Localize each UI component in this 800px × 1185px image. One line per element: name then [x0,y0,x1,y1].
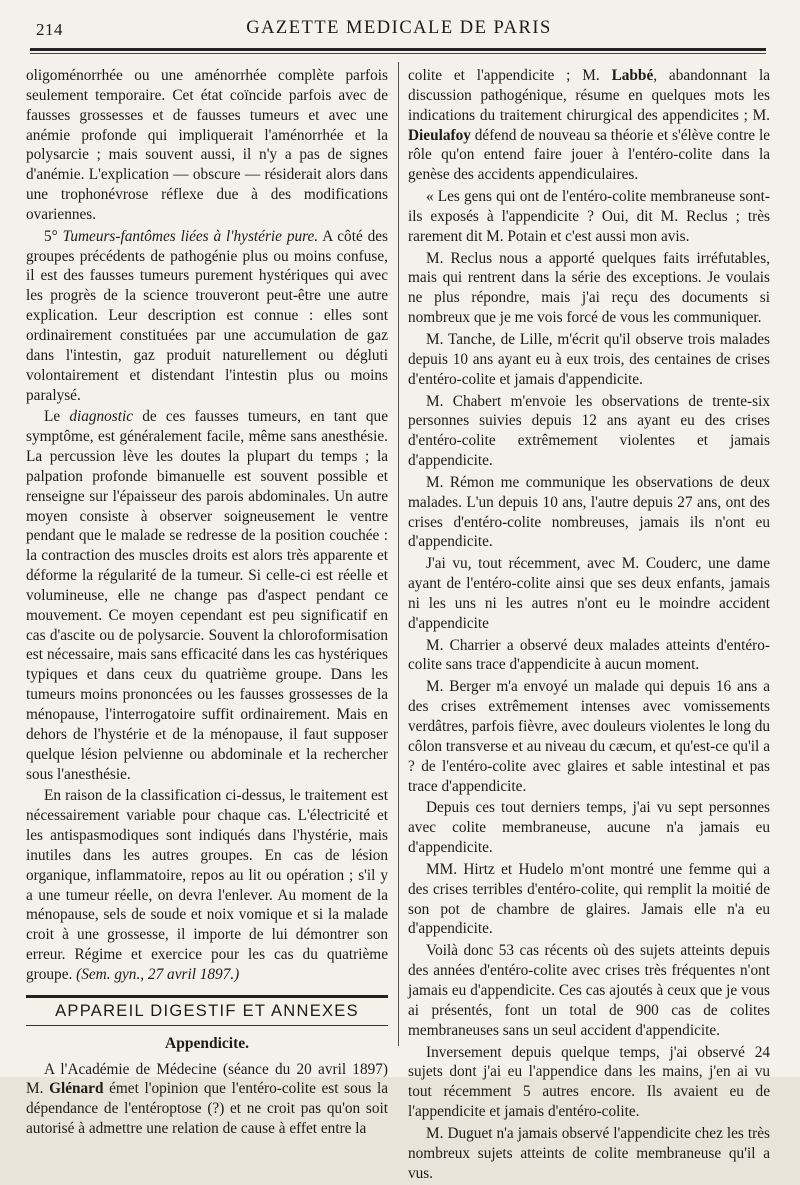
paragraph-text: émet l'opinion que l'entéro-colite est sous la dépendance de l'entéroptose (?) et ne croit pas qu'on soit autorisé à admettre une relation de cause à effet entre la [26,1080,389,1138]
person-name: Dieulafoy [408,126,471,144]
paragraph: Voilà donc 53 cas récents où des sujets atteints depuis des années d'entéro-colite avec crises très fréquentes n'ont jamais eu d'appendicite. Ces cas ajoutés à ceux que je vous ai présentés, font un total de 900 cas de colites membraneuses sans un seul accident d'appendicite. [408,942,770,1039]
person-name: Labbé [611,67,654,84]
paragraph [408,66,770,185]
paragraph: M. Duguet n'a jamais observé l'appendicite chez les très nombreux sujets atteints de colite membraneuse qu'il a vus. [408,1124,770,1182]
section-heading: APPAREIL DIGESTIF ET ANNEXES [26,995,388,1026]
page-header [30,14,768,48]
page-number: 214 [36,20,63,39]
paragraph [26,786,388,984]
paragraph: M. Tanche, de Lille, m'écrit qu'il observe trois malades depuis 10 ans ayant eu à eux trois, des centaines de crises d'entéro-colite et jamais d'appendicite. [408,330,770,388]
paragraph [26,1060,388,1139]
header-rule-thick [30,48,766,51]
paragraph: M. Reclus nous a apporté quelques faits irréfutables, mais qui rentrent dans la série des exceptions. Je voulais ne plus répondre, mais j'ai reçu des documents si nombreux que je me vois forcé de vous les communiquer. [408,249,770,327]
citation: (Sem. gyn., 27 avril 1897.) [76,965,240,983]
column-divider [398,62,399,1046]
person-name: Glénard [49,1080,104,1098]
right-column [408,66,770,1185]
left-column [26,66,388,1141]
paragraph [26,227,388,406]
paragraph-text: En raison de la classification ci-dessus, le traitement est nécessairement variable pour chaque cas. L'électricité et les antispasmodiques sont indiqués dans l'hystérie, mais inutiles dans les autres groupes. En cas de lésion organique, inflammatoire, repos au lit ou opération ; s'il y a une tumeur réelle, on devra l'enlever. Au moment de la ménopause, sels de soude et noix vomique et si la malade croit à une grossesse, il importe de lui démontrer son erreur. Régime et exercice pour les cas du quatrième groupe. [26,787,388,983]
paragraph [26,407,388,784]
header-rule-thin [30,53,766,54]
emphasis: diagnostic [69,408,134,426]
paragraph: Inversement depuis quelque temps, j'ai observé 24 sujets dont j'ai eu l'appendice dans les mains, j'en ai vu tout récemment 5 autres encore. Ils avaient eu de l'appendicite et jamais d'entéro-colite. [408,1043,770,1121]
paragraph-text: Le [44,408,61,426]
paragraph: M. Berger m'a envoyé un malade qui depuis 16 ans a des crises extrêmement intenses avec vomissements verdâtres, parfois fièvre, avec douleurs violentes le long du côlon transverse et au niveau du cæcum, et qu'est-ce qu'il a ? de l'entéro-colite avec glaires et sable intestinal et pas trace d'appendicite. [408,678,770,795]
paragraph-text: défend de nouveau sa théorie et s'élève contre le rôle qu'on entend faire jouer à l'entéro-colite dans la genèse des accidents appendiculaires. [408,126,770,184]
paragraph: J'ai vu, tout récemment, avec M. Couderc, une dame ayant de l'entéro-colite ainsi que ses deux enfants, jamais ni les uns ni les autres n'ont eu le moindre accident d'appendicite [408,555,770,632]
paragraph: MM. Hirtz et Hudelo m'ont montré une femme qui a des crises terribles d'entéro-colite, qui remplit la moitié de son pot de chambre de glaires. Jamais elle n'a eu d'appendicite. [408,860,770,938]
paragraph-text: A côté des groupes précédents de pathogénie plus ou moins confuse, il est des fausses tumeurs purement hystériques qui avec les progrès de la science trouveront peut-être une autre explication. Leur description est connue : elles sont ordinairement constituées par une accumulation de gaz dans l'intestin, gaz produit naturellement ou dégluti volontairement et distendant l'intestin plus ou moins paralysé. [26,227,389,404]
paragraph: oligoménorrhée ou une aménorrhée complète parfois seulement temporaire. Cet état coïncide parfois avec de fausses grossesses et de fausses tumeurs et avec une anémie profonde qui impliquerait l'aménorrhée et la polysarcie ; mais souvent aussi, il n'y a pas de signes d'anémie. L'explication — obscure — résiderait alors dans une trophonévrose réflexe due à des modifications ovariennes. [26,67,388,223]
journal-title: GAZETTE MEDICALE DE PARIS [246,18,552,38]
paragraph: M. Charrier a observé deux malades atteints d'entéro-colite sans trace d'appendicite à aucun moment. [408,636,770,674]
paragraph: Depuis ces tout derniers temps, j'ai vu sept personnes avec colite membraneuse, aucune n'a jamais eu d'appendicite. [408,799,770,857]
item-number: 5° [44,227,58,245]
paragraph-text: , abandonnant la discussion pathogénique, résume en quelques mots les indications du traitement chirurgical des appendicites ; M. [408,67,771,124]
paragraph-text: A l'Académie de Médecine (séance du 20 avril 1897) M. [26,1060,388,1098]
paragraph: M. Rémon me communique les observations de deux malades. L'un depuis 10 ans, l'autre depuis 27 ans, ont des crises d'entéro-colite nombreuses, jamais ils n'ont eu d'appendicite. [408,473,770,551]
subsection-title: Tumeurs-fantômes liées à l'hystérie pure. [62,227,319,245]
paragraph-text: colite et l'appendicite ; M. [408,67,600,84]
paragraph-text: de ces fausses tumeurs, en tant que symptôme, est généralement facile, même sans anesthésie. La percussion lève les doutes la plupart du temps ; la palpation profonde bimanuelle est souvent possible et renseigne sur l'épaisseur des parois abdominales. Un autre moyen consiste à observer soigneusement le ventre pendant que le malade se redresse de la position couchée : la contraction des muscles droits est alors très apparente et déforme la régularité de la tumeur. Si celle-ci est réelle et volumineuse, elle ne change pas d'aspect pendant ce mouvement. Ce moyen cependant est peu significatif en cas d'ascite ou de polysarcie. Souvent la chloroformisation est nécessaire, mais sans efficacité dans les cas hystériques typiques et dans ceux du quatrième groupe. Dans les tumeurs moins prononcées ou les fausses grossesses de la ménopause, l'interrogatoire suffit ordinairement. Mais en dehors de l'hystérie et de la ménopause, il faut supposer quelque lésion pelvienne ou abdominale et la rechercher sous l'anesthésie. [26,408,388,783]
paragraph: « Les gens qui ont de l'entéro-colite membraneuse sont-ils exposés à l'appendicite ? Oui, dit M. Reclus ; très rarement dit M. Potain et c'est aussi mon avis. [408,188,770,245]
subsection-heading: Appendicite. [165,1034,249,1052]
paragraph: M. Chabert m'envoie les observations de trente-six personnes suivies depuis 12 ans ayant eu des crises d'entéro-colite extrêmement violentes et jamais d'appendicite. [408,392,770,470]
